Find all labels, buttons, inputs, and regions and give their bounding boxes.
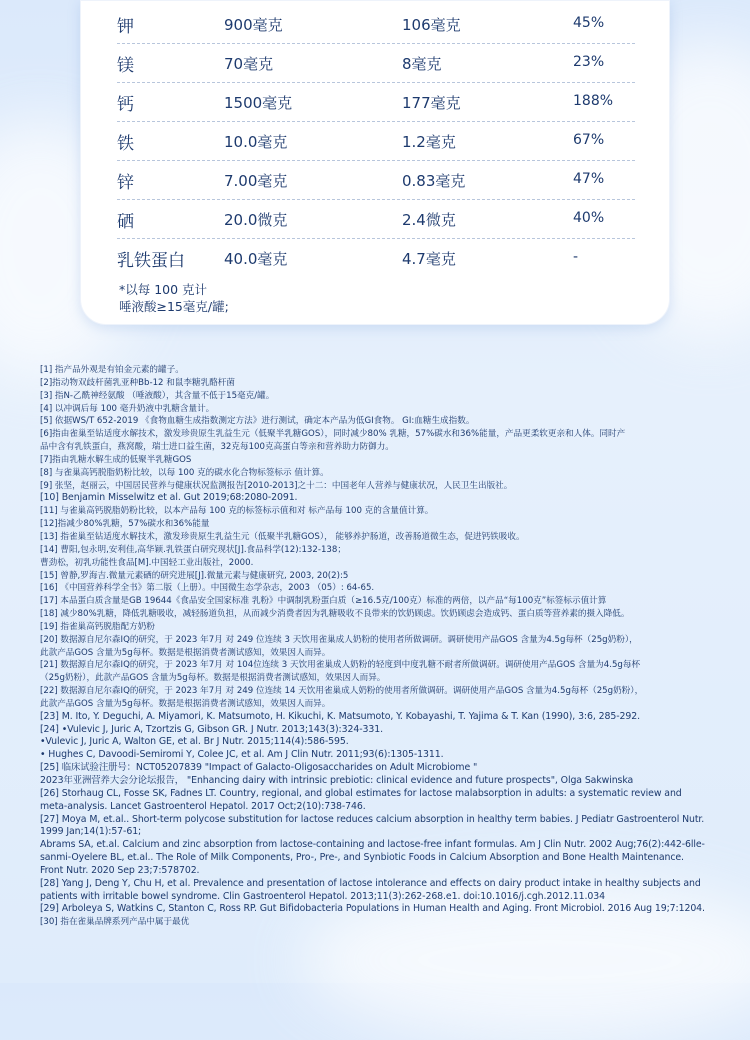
reference-line: [12]指减少80%乳糖，57%碳水和36%能量	[40, 519, 210, 530]
nutrient-amount: 900毫克	[224, 16, 283, 34]
nutrient-per-serving: 2.4微克	[402, 211, 456, 229]
reference-line: [2]指动物双歧杆菌乳亚种Bb-12 和鼠李糖乳酪杆菌	[40, 377, 235, 388]
table-notes	[119, 281, 229, 315]
reference-line: [30] 指在雀巢品牌系列产品中属于最优	[40, 917, 190, 928]
nutrition-card	[80, 0, 670, 325]
reference-line: [3] 指N-乙酰神经氨酸 （唾液酸），其含量不低于15毫克/罐。	[40, 390, 275, 401]
reference-line: patients with irritable bowel syndrome. Clin Gastroenterol Hepatol. 2013;11(3):262-268.e1. doi:10.1016/j.cgh.2012.11.034	[40, 890, 605, 902]
reference-line: [26] Storhaug CL, Fosse SK, Fadnes LT. Country, regional, and global estimates for lactose malabsorption in adults: a systematic review and	[40, 787, 682, 799]
nutrient-row	[117, 238, 635, 277]
note-line: *以每 100 克计	[119, 282, 208, 297]
reference-line: •Vulevic J, Juric A, Walton GE, et al. Br J Nutr. 2015;114(4):586-595.	[40, 736, 349, 748]
reference-line: meta-analysis. Lancet Gastroenterol Hepatol. 2017 Oct;2(10):738-746.	[40, 800, 366, 812]
reference-line: 此款产品GOS 含量为5g每杯。数据是根据消费者测试感知，效果因人而异。	[40, 698, 331, 709]
reference-line: [18] 减少80%乳糖，降低乳糖吸收，减轻肠道负担，从而减少消费者因为乳糖吸收不良带来的饮奶顾虑。饮奶顾虑会造成钙、蛋白质等营养素的摄入降低。	[40, 609, 630, 620]
reference-line: [27] Moya M, et.al.. Short-term polycose substitution for lactose reduces calcium absorption in healthy term babies. J Pediatr Gastroenterol Nutr.	[40, 813, 705, 825]
reference-line: [28] Yang J, Deng Y, Chu H, et al. Prevalence and presentation of lactose intolerance and effects on dairy product intake in healthy subjects and	[40, 877, 701, 889]
reference-line: [1] 指产品外观是有铂金元素的罐子。	[40, 365, 184, 375]
nutrient-amount: 40.0毫克	[224, 250, 288, 268]
nutrient-row	[117, 121, 635, 161]
reference-line: [22] 数据源自尼尔森IQ的研究，于 2023 年7月 对 249 位连续 14 天饮用雀巢成人奶粉的使用者所做调研。调研使用产品GOS 含量为4.5g每杯（25g奶粉），	[40, 686, 644, 697]
reference-line: [7]指由乳糖水解生成的低聚半乳糖GOS	[40, 454, 192, 465]
nutrient-percent: -	[573, 249, 579, 265]
nutrient-percent: 45%	[573, 15, 605, 31]
nutrient-row	[117, 43, 635, 83]
nutrient-percent: 188%	[573, 93, 614, 109]
nutrient-row	[117, 4, 635, 44]
reference-line: [24] •Vulevic J, Juric A, Tzortzis G, Gibson GR. J Nutr. 2013;143(3):324-331.	[40, 723, 383, 735]
nutrient-percent: 23%	[573, 54, 605, 70]
reference-line: [8] 与雀巢高钙脱脂奶粉比较，以每 100 克的碳水化合物标签标示 值计算。	[40, 467, 329, 478]
reference-line: [19] 指雀巢高钙脱脂配方奶粉	[40, 621, 155, 632]
nutrient-row	[117, 82, 635, 122]
reference-line: 品中含有乳铁蛋白，燕窝酸，瑞士进口益生菌，32克每100克高蛋白等亲和营养助力防御力。	[40, 442, 394, 453]
nutrient-amount: 10.0毫克	[224, 133, 288, 151]
nutrient-amount: 7.00毫克	[224, 172, 288, 190]
reference-line: [16] 《中国营养科学全书》第二版（上册）。中国微生态学杂志，2003 （05）: 64-65.	[40, 583, 375, 594]
reference-line: [23] M. Ito, Y. Deguchi, A. Miyamori, K. Matsumoto, H. Kikuchi, K. Matsumoto, Y. Kobayashi, T. Yajima & T. Kan (1990), 3:6, 285-292.	[40, 710, 640, 722]
nutrient-row	[117, 160, 635, 200]
reference-line: 1999 Jan;14(1):57-61;	[40, 826, 142, 838]
reference-line: [14] 曹阳,包永明,安利佳,高华颖.乳铁蛋白研究现状[J].食品科学(12):132-138；	[40, 544, 346, 555]
nutrient-per-serving: 8毫克	[402, 55, 442, 73]
reference-line: [20] 数据源自尼尔森IQ的研究，于 2023 年7月 对 249 位连续 3 天饮用雀巢成人奶粉的使用者所做调研。调研使用产品GOS 含量为4.5g每杯（25g奶粉），	[40, 634, 638, 645]
reference-line: [6]指由雀巢至钻适度水解技术，激发珍贵原生乳益生元（低聚半乳糖GOS），同时减少80% 乳糖，57%碳水和36%能量，产品更柔软更亲和人体。同时产	[40, 429, 626, 440]
nutrient-per-serving: 177毫克	[402, 94, 461, 112]
note-line: 唾液酸≥15毫克/罐;	[119, 299, 229, 314]
nutrient-per-serving: 106毫克	[402, 16, 461, 34]
nutrient-amount: 70毫克	[224, 55, 274, 73]
reference-line: [5] 依据WS/T 652-2019 《食物血糖生成指数测定方法》进行测试，确定本产品为低GI食物。 GI:血糖生成指数。	[40, 416, 475, 427]
reference-line: 此款产品GOS 含量为5g每杯。数据是根据消费者测试感知，效果因人而异。	[40, 647, 331, 658]
nutrient-name: 乳铁蛋白	[117, 251, 185, 271]
reference-line: [10] Benjamin Misselwitz et al. Gut 2019;68:2080-2091.	[40, 492, 298, 504]
nutrient-name: 锌	[117, 173, 134, 193]
nutrient-percent: 67%	[573, 132, 605, 148]
reference-line: [17] 本品蛋白质含量是GB 19644《食品安全国家标准 乳粉》中调制乳粉蛋白质（≥16.5克/100克）标准的两倍，以产品“每100克”标签标示值计算	[40, 596, 607, 607]
nutrient-name: 镁	[117, 56, 134, 76]
reference-line: [4] 以冲调后每 100 毫升奶液中乳糖含量计。	[40, 403, 215, 414]
nutrient-percent: 47%	[573, 171, 605, 187]
nutrient-amount: 1500毫克	[224, 94, 293, 112]
reference-line: [29] Arboleya S, Watkins C, Stanton C, Ross RP. Gut Bifidobacteria Populations in Human Health and Aging. Front Microbiol. 2016 Aug 19;7:1204.	[40, 903, 705, 915]
nutrient-name: 硒	[117, 212, 134, 232]
nutrient-percent: 40%	[573, 210, 605, 226]
references-list	[40, 364, 710, 929]
nutrient-name: 钙	[117, 95, 134, 115]
reference-line: Abrams SA, et.al. Calcium and zinc absorption from lactose-containing and lactose-free infant formulas. Am J Clin Nutr. 2002 Aug;76(2):442-6lle-	[40, 839, 705, 851]
reference-line: Front Nutr. 2020 Sep 23;7:578702.	[40, 864, 200, 876]
reference-line: • Hughes C, Davoodi-Semiromi Y, Colee JC, et al. Am J Clin Nutr. 2011;93(6):1305-1311.	[40, 749, 444, 761]
reference-line: [21] 数据源自尼尔森IQ的研究，于 2023 年7月 对 104位连续 3 天饮用雀巢成人奶粉的轻度到中度乳糖不耐者所做调研。调研使用产品GOS 含量为4.5g每杯	[40, 660, 641, 671]
reference-line: [9] 张坚，赵丽云，中国居民营养与健康状况监测报告[2010-2013]之十二：中国老年人营养与健康状况，人民卫生出版社。	[40, 480, 513, 491]
reference-line: [11] 与雀巢高钙脱脂奶粉比较，以本产品每 100 克的标签标示值和对 标产品每 100 克的含量值计算。	[40, 506, 434, 517]
nutrient-per-serving: 1.2毫克	[402, 133, 456, 151]
reference-line: （25g奶粉），此款产品GOS 含量为5g每杯。数据是根据消费者测试感知，效果因人而异。	[40, 673, 386, 684]
nutrient-name: 钾	[117, 17, 134, 37]
reference-line: sanmi-Oyelere BL, et.al.. The Role of Milk Components, Pro-, Pre-, and Synbiotic Foods in Calcium Absorption and Bone Health Maintenance.	[40, 852, 684, 864]
reference-line: [15] 曾静,罗海吉.微量元素硒的研究进展[J].微量元素与健康研究, 2003, 20(2):5	[40, 570, 349, 581]
reference-line: 2023年亚洲营养大会分论坛报告， "Enhancing dairy with intrinsic prebiotic: clinical evidence and future prospects", Olga Sakwinska	[40, 775, 634, 786]
nutrient-per-serving: 0.83毫克	[402, 172, 466, 190]
reference-line: 曹劲松，初乳功能性食品[M].中国轻工业出版社，2000.	[40, 557, 254, 568]
nutrient-per-serving: 4.7毫克	[402, 250, 456, 268]
nutrient-row	[117, 199, 635, 239]
reference-line: [25] 临床试验注册号：NCT05207839 "Impact of Galacto-Oligosaccharides on Adult Microbiome "	[40, 762, 478, 774]
reference-line: [13] 指雀巢至钻适度水解技术，激发珍贵原生乳益生元（低聚半乳糖GOS）， 能够养护肠道，改善肠道微生态，促进钙铁吸收。	[40, 531, 525, 542]
nutrient-amount: 20.0微克	[224, 211, 288, 229]
nutrient-name: 铁	[117, 134, 134, 154]
